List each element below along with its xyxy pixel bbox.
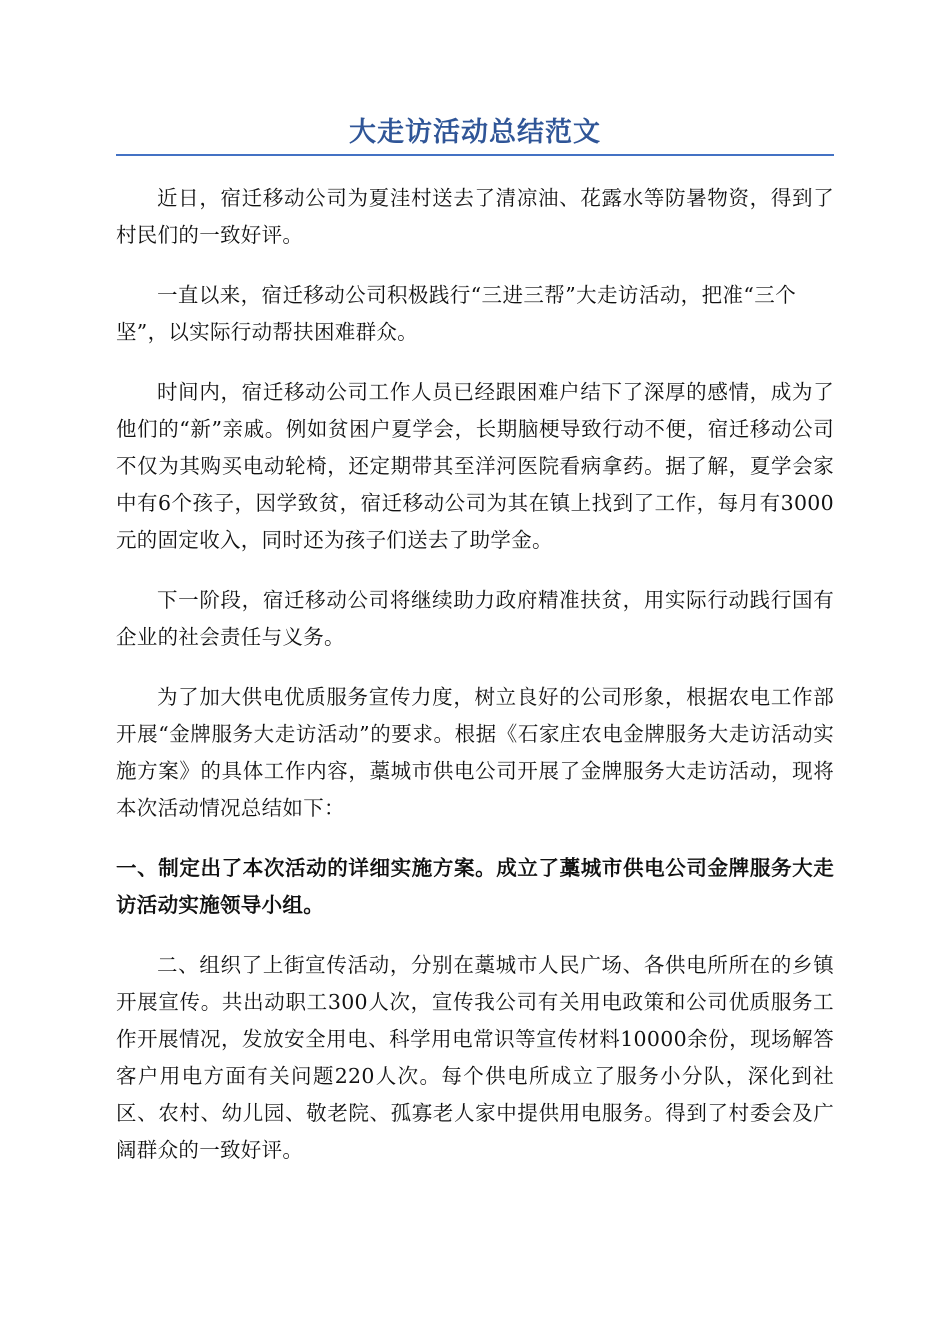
- paragraph-7: 二、组织了上街宣传活动，分别在藁城市人民广场、各供电所所在的乡镇开展宣传。共出动职工300人次，宣传我公司有关用电政策和公司优质服务工作开展情况，发放安全用电、科学用电常识等宣传材料10000余份，现场解答客户用电方面有关问题220人次。每个供电所成立了服务小分队，深化到社区、农村、幼儿园、敬老院、孤寡老人家中提供用电服务。得到了村委会及广阔群众的一致好评。: [116, 953, 834, 1162]
- section-heading-1: 一、制定出了本次活动的详细实施方案。成立了藁城市供电公司金牌服务大走访活动实施领导小组。: [116, 856, 834, 917]
- document-page: [116, 112, 834, 1192]
- paragraph-4: 下一阶段，宿迁移动公司将继续助力政府精准扶贫，用实际行动践行国有企业的社会责任与义务。: [116, 588, 834, 649]
- paragraph-1: 近日，宿迁移动公司为夏洼村送去了清凉油、花露水等防暑物资，得到了村民们的一致好评。: [116, 186, 834, 247]
- title-underline: [116, 154, 834, 156]
- paragraph-2: 一直以来，宿迁移动公司积极践行“三进三帮”大走访活动，把准“三个坚”，以实际行动帮扶困难群众。: [116, 283, 796, 344]
- paragraph-3: 时间内，宿迁移动公司工作人员已经跟困难户结下了深厚的感情，成为了他们的“新”亲戚。例如贫困户夏学会，长期脑梗导致行动不便，宿迁移动公司不仅为其购买电动轮椅，还定期带其至洋河医院看病拿药。据了解，夏学会家中有6个孩子，因学致贫，宿迁移动公司为其在镇上找到了工作，每月有3000元的固定收入，同时还为孩子们送去了助学金。: [116, 380, 834, 552]
- document-title: 大走访活动总结范文: [349, 117, 601, 148]
- paragraph-5: 为了加大供电优质服务宣传力度，树立良好的公司形象，根据农电工作部开展“金牌服务大走访活动”的要求。根据《石家庄农电金牌服务大走访活动实施方案》的具体工作内容，藁城市供电公司开展了金牌服务大走访活动，现将本次活动情况总结如下：: [116, 685, 834, 820]
